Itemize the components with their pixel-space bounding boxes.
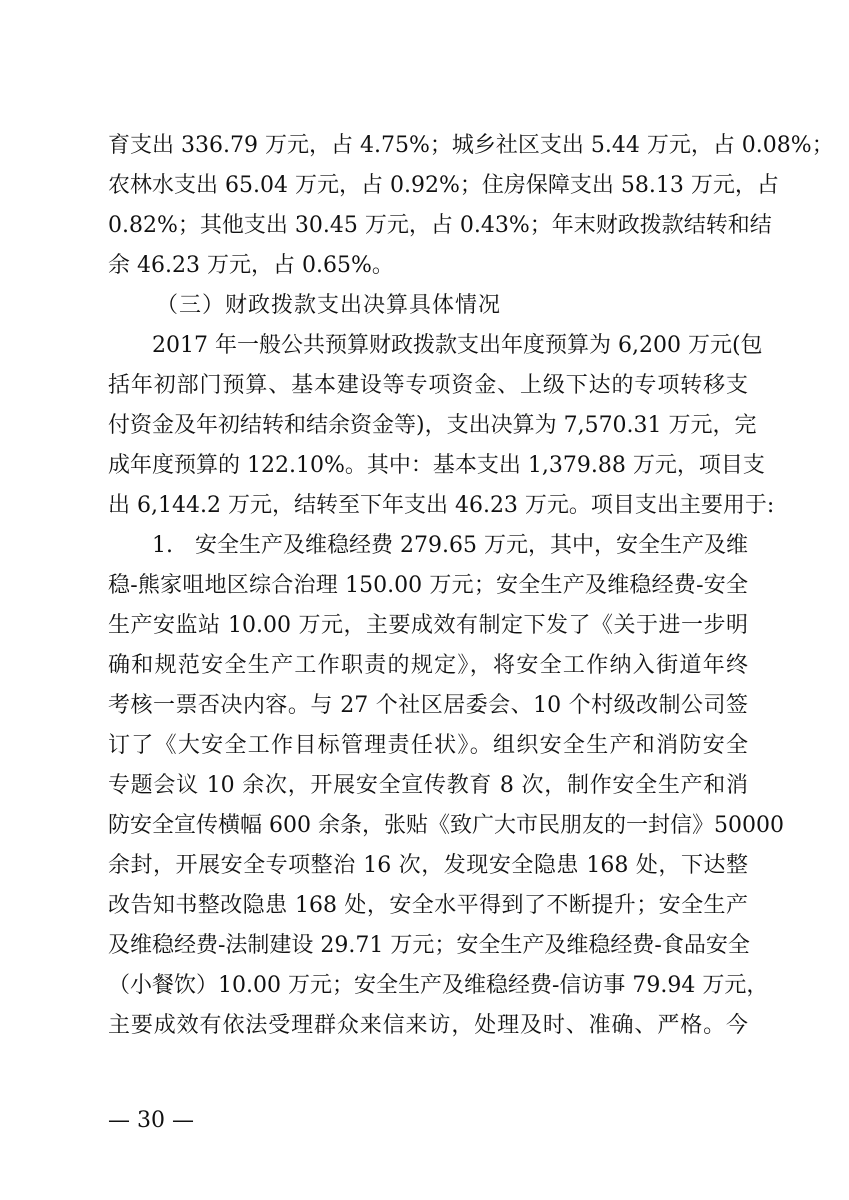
list-item-heading: 1. 安全生产及维稳经费 279.65 万元，其中，安全生产及维 xyxy=(152,533,748,558)
page-number: — 30 — xyxy=(108,1108,194,1133)
text-line: 余 46.23 万元，占 0.65%。 xyxy=(108,253,394,278)
text-line: 稳-熊家咀地区综合治理 150.00 万元；安全生产及维稳经费-安全 xyxy=(108,573,748,598)
text-line: 括年初部门预算、基本建设等专项资金、上级下达的专项转移支 xyxy=(108,373,748,398)
text-line: 出 6,144.2 万元，结转至下年支出 46.23 万元。项目支出主要用于: xyxy=(108,493,775,518)
text-line: 农林水支出 65.04 万元，占 0.92%；住房保障支出 58.13 万元，占 xyxy=(108,173,779,198)
text-line: 余封，开展安全专项整治 16 次，发现安全隐患 168 处，下达整 xyxy=(108,853,748,878)
text-line: 2017 年一般公共预算财政拨款支出年度预算为 6,200 万元(包 xyxy=(152,333,763,358)
text-line: 主要成效有依法受理群众来信来访，处理及时、准确、严格。今 xyxy=(108,1013,748,1038)
text-line: 成年度预算的 122.10%。其中：基本支出 1,379.88 万元，项目支 xyxy=(108,453,765,478)
text-line: （小餐饮）10.00 万元；安全生产及维稳经费-信访事 79.94 万元， xyxy=(108,973,769,998)
text-line: 改告知书整改隐患 168 处，安全水平得到了不断提升；安全生产 xyxy=(108,893,748,918)
section-heading: （三）财政拨款支出决算具体情况 xyxy=(156,293,502,318)
text-line: 订了《大安全工作目标管理责任状》。组织安全生产和消防安全 xyxy=(108,733,748,758)
text-line: 育支出 336.79 万元，占 4.75%；城乡社区支出 5.44 万元，占 0.08%； xyxy=(108,133,834,158)
text-line: 付资金及年初结转和结余资金等)，支出决算为 7,570.31 万元，完 xyxy=(108,413,757,438)
text-line: 确和规范安全生产工作职责的规定》，将安全工作纳入街道年终 xyxy=(108,653,748,678)
text-line: 及维稳经费-法制建设 29.71 万元；安全生产及维稳经费-食品安全 xyxy=(108,933,750,958)
body-text xyxy=(108,126,834,1046)
text-line: 专题会议 10 余次，开展安全宣传教育 8 次，制作安全生产和消 xyxy=(108,773,748,798)
text-line: 生产安监站 10.00 万元，主要成效有制定下发了《关于进一步明 xyxy=(108,613,748,638)
text-line: 考核一票否决内容。与 27 个社区居委会、10 个村级改制公司签 xyxy=(108,693,748,718)
text-line: 防安全宣传横幅 600 余条，张贴《致广大市民朋友的一封信》50000 xyxy=(108,813,784,838)
text-line: 0.82%；其他支出 30.45 万元，占 0.43%；年末财政拨款结转和结 xyxy=(108,213,772,238)
